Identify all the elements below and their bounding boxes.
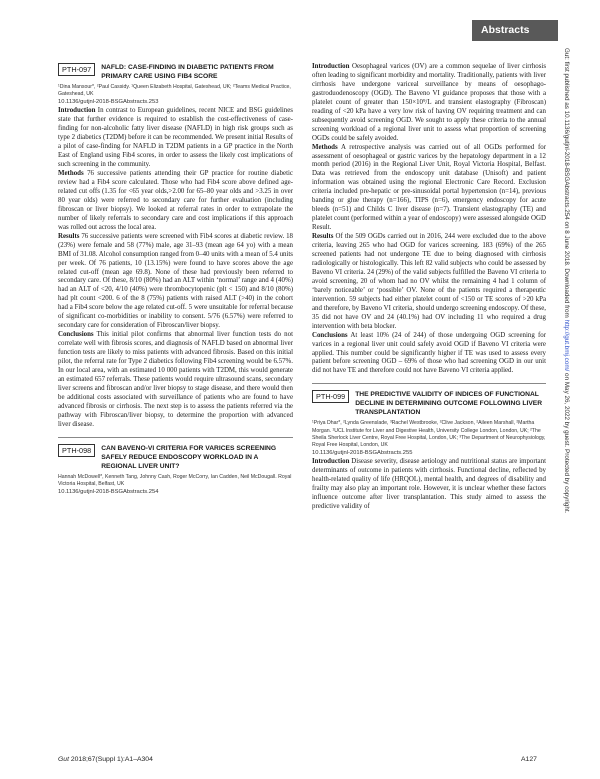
sidebar-text-before: Gut: first published as 10.1136/gutjnl-2018-BSGAbstracts.254 on 8 June 2018. Downloaded from [563, 48, 570, 320]
abstract-doi: 10.1136/gutjnl-2018-BSGAbstracts.253 [58, 99, 159, 106]
paragraph-label: Conclusions [312, 331, 348, 339]
abstract-doi: 10.1136/gutjnl-2018-BSGAbstracts.255 [312, 450, 413, 457]
paragraph-text: Of the 509 OGDs carried out in 2016, 244 were excluded due to the above criteria, leaving 265 who had OGD for varices screening. 183 (69%) of the 265 screened patients had not undergone TE due to being diagnosed with cirrhosis radiologically or histologically. This left 82 valid subjects who could be assessed by Baveno VI criteria. 24 (29%) of the valid subjects fulfilled the Baveno VI criteria to avoid screening, 20 of whom had no OV whilst the remaining 4 had 1 column of ‘barely noticeable’ or ‘possible’ OV. None of the patients required a therapeutic intervention. 59 subjects had either platelet count of <150 or TE scores of >20 kPa and therefore, by Baveno VI criteria, should undergo screening endoscopy. Of these, 35 did not have OV and 24 (40.1%) had OV including 11 who required a drug intervention with beta blocker. [312, 233, 546, 330]
paragraph-text: Oesophageal varices (OV) are a common sequelae of liver cirrhosis often leading to significant morbidity and mortality. Traditionally, patients with liver cirrhosis have undergone variceal surveillance by means of oesophago-gastroduodenoscopy (OGD). The Baveno VI guidance proposes that those with a platelet count of greater than 150×10⁹/L and transient elastography (Fibroscan) reading of <20 kPa have a very low risk of having OV requiring treatment and can subsequently avoid screening OGD. We sought to apply these criteria to the annual screening workload of a regional liver unit to assess what proportion of screening OGDs could be safely avoided. [312, 63, 546, 142]
abstract-header [312, 390, 546, 417]
abstract-header [58, 444, 293, 471]
abstract-authors: ¹Dina Mansour*, ²Paul Cassidy. ¹Queen Elizabeth Hospital, Gateshead, UK; ²Teams Medical Practice, Gateshead, UK [58, 84, 291, 98]
footer-volume: 2018;67(Suppl 1):A1–A304 [68, 756, 153, 763]
footer-page-number: A127 [521, 756, 537, 763]
paragraph-methods [312, 144, 546, 234]
paragraph-conclusions [58, 331, 293, 429]
paragraph-label: Methods [58, 170, 84, 178]
abstract-divider [312, 383, 546, 384]
abstract-title: NAFLD: CASE-FINDING IN DIABETIC PATIENTS FROM PRIMARY CARE USING FIB4 SCORE [101, 64, 274, 80]
sidebar-text-after: on May 26, 2022 by guest. Protected by copyright. [563, 371, 570, 514]
paragraph-label: Introduction [58, 107, 96, 115]
journal-link[interactable]: http://gut.bmj.com/ [563, 319, 570, 372]
download-sidebar [560, 48, 572, 748]
paragraph-text: 76 successive patients were screened with Fib4 scores at diabetic review. 18 (23%) were female and 58 (77%) male, age 31–93 (mean age 64 yo) with a mean BMI of 31.08. Alcohol consumption ranged from 0–40 units with a mean of 5.4 units per week. Of 76 patients, 10 (13.15%) were found to have scores above the age related cut-off (mean age 69.8). None of these had previously been referred to secondary care. Of these, 8/10 (80%) had an ALT within ‘normal’ range and 4 (40%) had an ALT of <20, 4/10 (40%) were thrombocytopenic (plt < 150) and 8/10 (80%) had plt count <200. 6 of the 8 (75%) patients with raised ALT (>40) in the cohort had a Fib4 score below the age related cut-off. 5 were unsuitable for referral because of significant co-morbidities or inability to consent. 5/76 (6.57%) were referred to secondary care for consideration of Fibroscan/liver biopsy. [58, 232, 293, 330]
paragraph-introduction [58, 107, 293, 170]
paragraph-introduction [312, 63, 546, 144]
paragraph-text: This initial pilot confirms that abnormal liver function tests do not correlate well with fibrosis scores, and diagnosis of NAFLD based on abnormal liver function tests are likely to miss patients with advanced fibrosis. Based on this initial pilot, the referral rate for Type 2 diabetics following Fib4 screening would be 6.57%. In our local area, with an estimated 10 000 patients with T2DM, this would generate an estimated 657 referrals. These patients would require ultrasound scans, secondary liver screens and fibroscan and/or liver biopsy to stage disease, and there would then be additional costs associated with surveillance of patients who are found to have advanced fibrosis or cirrhosis. The next step is to assess the patients referred via the pathway with Fibroscan/liver biopsy, to determine the proportion with advanced liver disease. [58, 331, 293, 428]
abstract-title: CAN BAVENO-VI CRITERIA FOR VARICES SCREENING SAFELY REDUCE ENDOSCOPY WORKLOAD IN A REGIONAL LIVER UNIT? [101, 444, 277, 470]
abstract-authors: Hannah McDowell*, Kenneth Tang, Johnny Cash, Roger McCorry, Ian Cadden, Neil McDougall. Royal Victoria Hospital, Belfast, UK [58, 473, 292, 487]
footer-journal: Gut [58, 756, 69, 763]
left-column [58, 63, 293, 497]
footer-citation [58, 756, 153, 763]
right-column [312, 63, 546, 512]
paragraph-label: Introduction [312, 458, 350, 466]
paragraph-label: Results [312, 233, 334, 241]
paragraph-text: At least 10% (24 of 244) of those undergoing OGD screening for varices in a regional liver unit could safely avoid OGD if Baveno VI criteria were applied. This number could be significantly higher if TE was used to assess every patient before screening OGD – 69% of those who had screening OGD in our unit did not have TE and therefore could not have Baveno VI criteria applied. [312, 331, 546, 375]
paragraph-conclusions [312, 332, 546, 377]
paragraph-label: Results [58, 232, 80, 240]
paragraph-text: 76 successive patients attending their GP practice for routine diabetic review had a Fib4 score calculated. Those who had Fib4 score above defined age-related cut offs (1.35 for <65 year olds,>2.00 for 65–80 year olds and >3.25 in over 80 year olds) were referred to secondary care for further evaluation (including fibroscan or liver biopsy). We looked at referral rates in order to extrapolate the number of likely referrals to secondary care and cost implications if this approach was rolled out across the local area. [58, 170, 293, 231]
paragraph-label: Introduction [312, 63, 350, 70]
paragraph-methods [58, 170, 293, 233]
paragraph-introduction [312, 458, 546, 512]
abstract-code: PTH-099 [312, 390, 349, 403]
paragraph-results [312, 233, 546, 331]
abstract-doi: 10.1136/gutjnl-2018-BSGAbstracts.254 [58, 489, 159, 496]
paragraph-text: A retrospective analysis was carried out of all OGDs performed for assessment of oesophageal or gastric varices by the hepatology department in a 12 month period (2016) in the Regional Liver Unit, Royal Victoria Hospital, Belfast. Data was retrieved from the endoscopy unit database (Unisoft) and patient information was obtained using the regional Electronic Care Record. Exclusion criteria included pre-hepatic or pre-sinusoidal portal hypertension (n=14), previous banding or glue therapy (n=166), TIPS (n=6), emergency endoscopy for acute bleeds (n=51) and Childs C liver disease (n=7). Transient elastography (TE) and platelet count (performed within a year of endoscopy) were assessed alongside OGD Result. [312, 143, 546, 232]
section-banner: Abstracts [472, 20, 558, 41]
abstract-header [58, 63, 293, 81]
abstract-title: THE PREDICTIVE VALIDITY OF INDICES OF FUNCTIONAL DECLINE IN DETERMINING OUTCOME FOLLOWING LIVER TRANSPLANTATION [355, 391, 543, 417]
paragraph-label: Conclusions [58, 331, 94, 339]
paragraph-label: Methods [312, 143, 338, 151]
abstract-code: PTH-098 [58, 444, 95, 457]
abstract-authors: ¹Priya Dhar*, ²Lynda Greenslade, ³Rachel Westbrooke, ²Clive Jackson, ²Aileen Marshall, ²Martha Morgan. ¹UCL Institute for Liver and Digestive Health, University College London, London, UK; ²The Sheila Sherlock Liver Centre, Royal Free Hospital, London, UK; ³The Department of Neurophysiology, Royal Free Hospital, London, UK [312, 420, 546, 448]
paragraph-text: Disease severity, disease aetiology and nutritional status are important determinants of outcome in patients with cirrhosis. Functional decline, reflected by health-related quality of life (HRQOL), mental health, and degrees of disability and frailty may also play an important role. However, it is unclear whether these factors influence outcome after liver transplantation. This study aimed to assess the predictive validity of [312, 458, 546, 510]
abstract-divider [58, 437, 293, 438]
abstract-code: PTH-097 [58, 63, 95, 76]
paragraph-text: In contrast to European guidelines, recent NICE and BSG guidelines state that further evidence is required to establish the cost-effectiveness of case-finding for non-alcoholic fatty liver disease (NAFLD) in high risk groups such as type 2 diabetics (T2DM) before it can be recommended. We present initial Results of a pilot of case-finding for NAFLD in T2DM patients in a GP practice in the North East of England using Fib4 scores, in order to assess the likely cost implications of such screening in the community. [58, 107, 293, 169]
paragraph-results [58, 233, 293, 331]
